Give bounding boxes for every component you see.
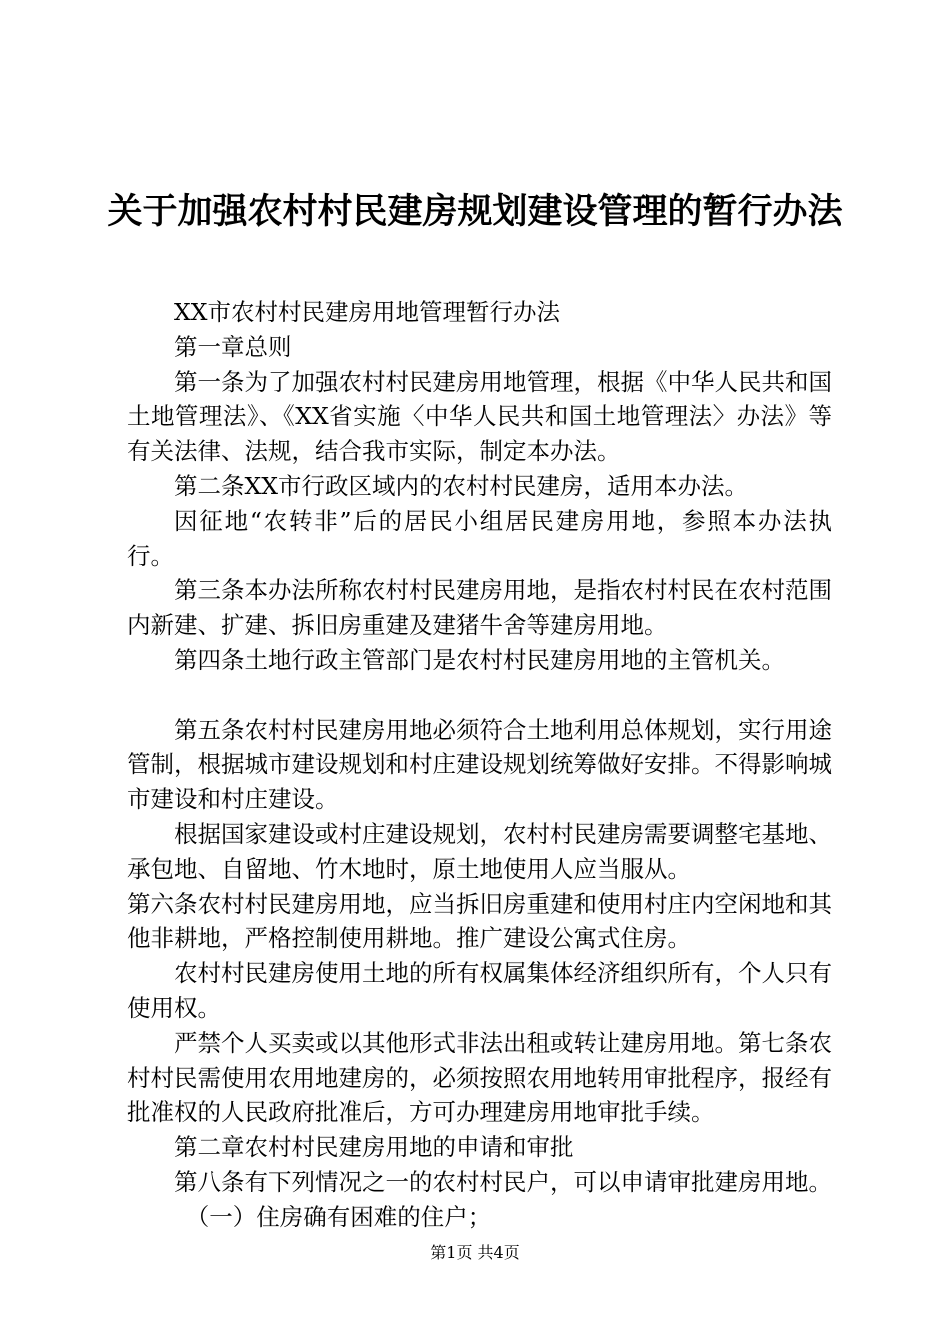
paragraph-subtitle: XX市农村村民建房用地管理暂行办法 (174, 298, 560, 326)
paragraph-article-6: 第六条农村村民建房用地，应当拆旧房重建和使用村庄内空闲地和其他非耕地，严格控制使用耕地。推广建设公寓式住房。 (127, 889, 832, 953)
blank-line (127, 678, 832, 713)
paragraph: 因征地“农转非”后的居民小组居民建房用地，参照本办法执行。 (127, 506, 832, 570)
paragraph-article-4: 第四条土地行政主管部门是农村村民建房用地的主管机关。 (174, 645, 785, 674)
paragraph: 根据国家建设或村庄建设规划，农村村民建房需要调整宅基地、承包地、自留地、竹木地时，原土地使用人应当服从。 (127, 819, 832, 883)
page-footer: 第1页 共4页 (430, 1243, 520, 1262)
paragraph-chapter-1: 第一章总则 (174, 332, 292, 361)
paragraph-article-2: 第二条XX市行政区域内的农村村民建房，适用本办法。 (174, 471, 748, 500)
paragraph-article-3: 第三条本办法所称农村村民建房用地，是指农村村民在农村范围内新建、扩建、拆旧房重建及建猪牛舍等建房用地。 (127, 576, 832, 640)
paragraph-article-1: 第一条为了加强农村村民建房用地管理，根据《中华人民共和国土地管理法》、《XX省实施〈中华人民共和国土地管理法〉办法》等有关法律、法规，结合我市实际，制定本办法。 (127, 367, 832, 466)
paragraph: 农村村民建房使用土地的所有权属集体经济组织所有，个人只有使用权。 (127, 959, 832, 1022)
document-title: 关于加强农村村民建房规划建设管理的暂行办法 (107, 192, 843, 232)
paragraph-article-8: 第八条有下列情况之一的农村村民户，可以申请审批建房用地。 (174, 1167, 832, 1196)
document-body (127, 295, 832, 1235)
paragraph-chapter-2: 第二章农村村民建房用地的申请和审批 (174, 1133, 574, 1162)
paragraph-article-5: 第五条农村村民建房用地必须符合土地利用总体规划，实行用途管制，根据城市建设规划和村庄建设规划统筹做好安排。不得影响城市建设和村庄建设。 (127, 715, 832, 814)
paragraph-item-1: （一）住房确有困难的住户； (185, 1202, 492, 1231)
paragraph-article-7: 严禁个人买卖或以其他形式非法出租或转让建房用地。第七条农村村民需使用农用地建房的，必须按照农用地转用审批程序，报经有批准权的人民政府批准后，方可办理建房用地审批手续。 (127, 1028, 832, 1127)
